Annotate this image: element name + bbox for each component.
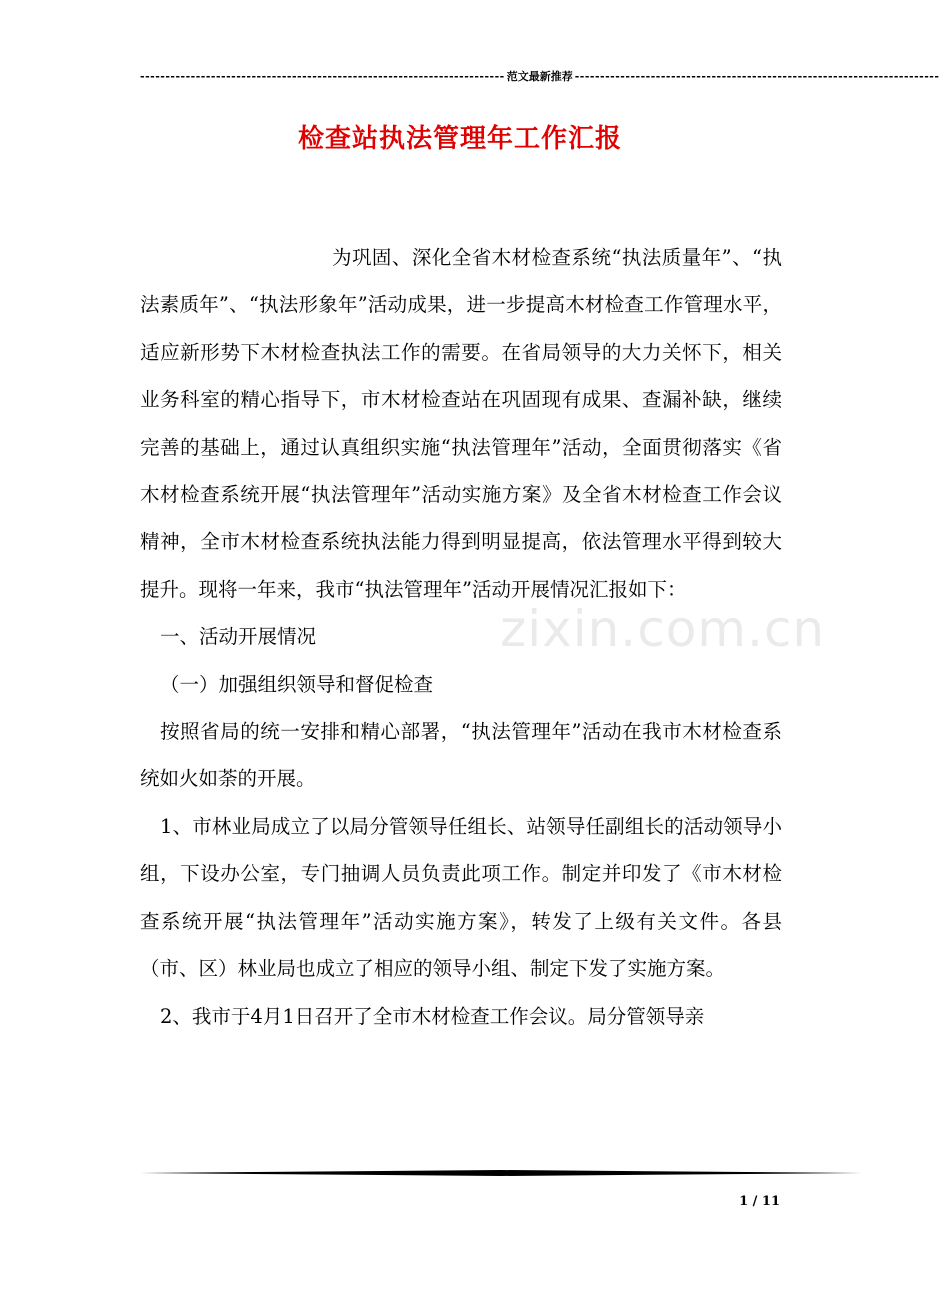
header-dashes-left: ------------------------------------------------------------------------ [140,69,505,83]
footer-rule [140,1170,862,1176]
header-label: 范文最新推荐 [506,70,573,83]
document-body [140,234,782,1040]
page-number: 1 / 11 [739,1194,780,1209]
header-dashes-right: ------------------------------------------------------------------------ [574,69,939,83]
page-header [140,68,939,84]
watermark: zixin.com.cn [500,600,826,658]
paragraph: 按照省局的统一安排和精心部署，“执法管理年”活动在我市木材检查系统如火如荼的开展。 [140,720,782,791]
subsection-heading: （一）加强组织领导和督促检查 [160,672,434,696]
document-title: 检查站执法管理年工作汇报 [297,124,622,154]
paragraph-intro: 为巩固、深化全省木材检查系统“执法质量年”、“执法素质年”、“执法形象年”活动成果，进一步提高木材检查工作管理水平，适应新形势下木材检查执法工作的需要。在省局领导的大力关怀下，相关业务科室的精心指导下，市木材检查站在巩固现有成果、查漏补缺，继续完善的基础上，通过认真组织实施“执法管理年”活动，全面贯彻落实《省木材检查系统开展“执法管理年”活动实施方案》及全省木材检查工作会议精神，全市木材检查系统执法能力得到明显提高，依法管理水平得到较大提升。现将一年来，我市“执法管理年”活动开展情况汇报如下： [140,246,782,601]
section-heading: 一、活动开展情况 [160,625,317,649]
paragraph: 1、市林业局成立了以局分管领导任组长、站领导任副组长的活动领导小组，下设办公室，专门抽调人员负责此项工作。制定并印发了《市木材检查系统开展“执法管理年”活动实施方案》，转发了上级有关文件。各县（市、区）林业局也成立了相应的领导小组、制定下发了实施方案。 [140,814,782,981]
paragraph: 2、我市于4月1日召开了全市木材检查工作会议。局分管领导亲 [160,1004,705,1028]
